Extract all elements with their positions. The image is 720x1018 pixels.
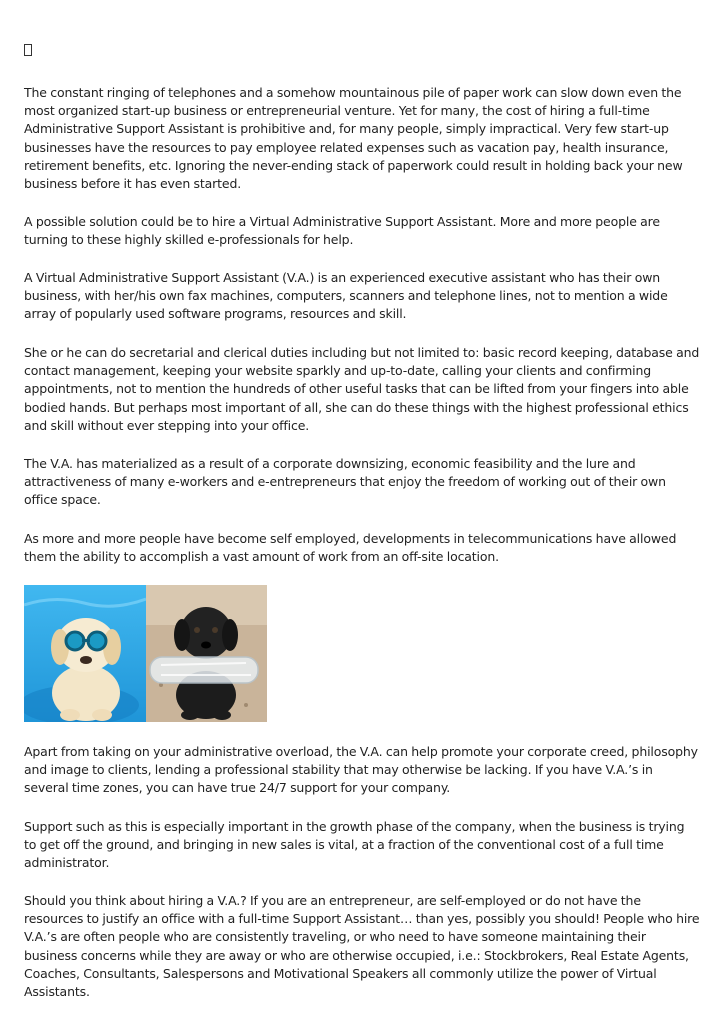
paragraph-8: Support such as this is especially important in the growth phase of the company, when the business is trying to get off the ground, and bringing in new sales is vital, at a fraction of the conventional cost of a full time administrator. xyxy=(24,819,685,871)
black-puppy-with-plastic-bottle-photo xyxy=(146,585,267,722)
puppy-in-pool-with-goggles-photo xyxy=(24,585,146,722)
missing-glyph-icon xyxy=(24,44,32,56)
puppy-photo-strip xyxy=(24,585,267,722)
paragraph-3: A Virtual Administrative Support Assistant (V.A.) is an experienced executive assistant who has their own business, with her/his own fax machines, computers, scanners and telephone lines, not to mention a wide array of popularly used software programs, resources and skill. xyxy=(24,270,668,322)
paragraph-2: A possible solution could be to hire a Virtual Administrative Support Assistant. More and more people are turning to these highly skilled e-professionals for help. xyxy=(24,214,660,248)
paragraph-6-before: As more and more xyxy=(24,531,140,546)
paragraph-6-after: people have become self employed, developments in telecommunications have allowed them the ability to accomplish a vast amount of work from an off-site location. xyxy=(24,531,677,565)
paragraph-1: The constant ringing of telephones and a somehow mountainous pile of paper work can slow down even the most organized start-up business or entrepreneurial venture. Yet for many, the cost of hiring a full-time Administrative Support Assistant is prohibitive and, for many people, simply impractical. Very few start-up businesses have the resources to pay employee related expenses such as vacation pay, health insurance, retirement benefits, etc. Ignoring the never-ending stack of paperwork could result in holding back your new business before it has even started. xyxy=(24,85,683,192)
paragraph-4: She or he can do secretarial and clerical duties including but not limited to: basic record keeping, database and contact management, keeping your website sparkly and up-to-date, calling your clients and confirming appointments, not to mention the hundreds of other useful tasks that can be lifted from your fingers into able bodied hands. But perhaps most important of all, she can do these things with the highest professional ethics and skill without ever stepping into your office. xyxy=(24,345,700,433)
paragraph-5: The V.A. has materialized as a result of a corporate downsizing, economic feasibility and the lure and attractiveness of many e-workers and e-entrepreneurs that enjoy the freedom of working out of their own office space. xyxy=(24,456,666,508)
paragraph-7: Apart from taking on your administrative overload, the V.A. can help promote your corporate creed, philosophy and image to clients, lending a professional stability that may otherwise be lacking. If you have V.A.’s in several time zones, you can have true 24/7 support for your company. xyxy=(24,744,698,796)
paragraph-9: Should you think about hiring a V.A.? If you are an entrepreneur, are self-employed or do not have the resources to justify an office with a full-time Support Assistant… than yes, possibly you should! People who hire V.A.’s are often people who are consistently traveling, or who need to have someone maintaining their business concerns while they are away or who are otherwise occupied, i.e.: Stockbrokers, Real Estate Agents, Coaches, Consultants, Salespersons and Motivational Speakers all commonly utilize the power of Virtual Assistants. xyxy=(24,893,700,1000)
paragraph-6 xyxy=(24,530,700,566)
